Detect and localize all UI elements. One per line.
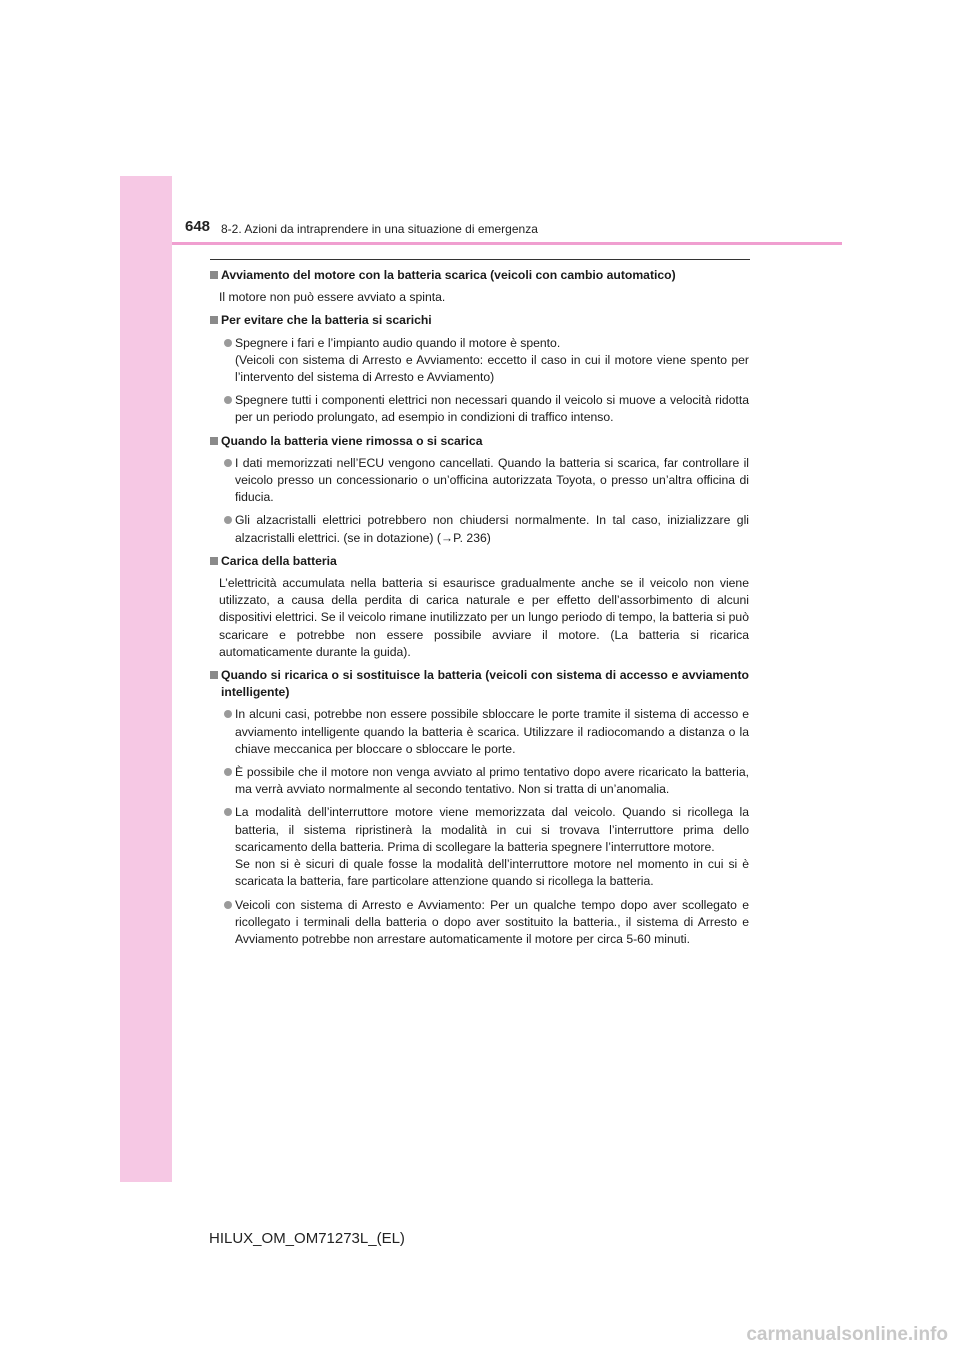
page-number: 648 (185, 218, 211, 235)
square-bullet-icon (210, 557, 218, 565)
list-item-text: La modalità dell’interruttore motore viene memorizzata dal veicolo. Quando si ricollega la batteria, il sistema ripristinerà la modalità in cui si trovava l’interruttore prima dello scaricamento della batteria. Prima di scollegare la batteria spegnere l’interruttore motore. Se non si è sicuri di quale fosse la modalità dell’interruttore motore nel momento in cui si è scaricata la batteria, fare particolare attenzione quando si ricollega la batteria. (235, 805, 749, 889)
square-bullet-icon (210, 271, 218, 279)
list-item-text: Veicoli con sistema di Arresto e Avviamento: Per un qualche tempo dopo aver scollegato e ricollegato i terminali della batteria o dopo aver sostituito la batteria., il sistema di Arresto e Avviamento potrebbe non arrestare automaticamente il motore per circa 5-60 minuti. (235, 897, 749, 946)
circle-bullet-icon (224, 396, 232, 404)
list-item (224, 512, 749, 546)
list-item-text: I dati memorizzati nell’ECU vengono cancellati. Quando la batteria si scarica, far controllare il veicolo presso un concessionario o un’officina autorizzata Toyota, o presso un’altra officina di fiducia. (235, 455, 749, 505)
square-bullet-icon (210, 316, 218, 324)
section-battery-charge (210, 553, 749, 661)
circle-bullet-icon (224, 459, 232, 467)
section-heading: Quando la batteria viene rimossa o si scarica (221, 433, 483, 448)
square-bullet-icon (210, 671, 218, 679)
list-item (224, 455, 749, 507)
list-item-text: Spegnere i fari e l’impianto audio quando il motore è spento. (Veicoli con sistema di Arresto e Avviamento: eccetto il caso in cui il motore viene spento per l’intervento del sistema di Arresto e Avviamento) (235, 335, 749, 385)
chapter-title: 8-2. Azioni da intraprendere in una situazione di emergenza (221, 222, 538, 236)
list-item (224, 706, 749, 758)
square-bullet-icon (210, 437, 218, 445)
list-item (224, 764, 749, 798)
list-item-text: Spegnere tutti i componenti elettrici non necessari quando il veicolo si muove a velocità ridotta per un periodo prolungato, ad esempio in condizioni di traffico intenso. (235, 393, 749, 425)
section-battery-removed (210, 433, 749, 547)
page-content (210, 267, 749, 954)
header-rule (172, 242, 842, 245)
section-heading: Quando si ricarica o si sostituisce la batteria (veicoli con sistema di accesso e avviamento intelligente) (221, 668, 749, 700)
section-prevent-discharge (210, 312, 749, 426)
circle-bullet-icon (224, 339, 232, 347)
document-code: HILUX_OM_OM71273L_(EL) (209, 1230, 405, 1247)
list-item (224, 897, 749, 949)
side-color-strip (120, 176, 172, 1182)
list-item (224, 335, 749, 387)
content-top-rule (210, 259, 750, 260)
circle-bullet-icon (224, 710, 232, 718)
circle-bullet-icon (224, 808, 232, 816)
list-item (224, 804, 749, 890)
section-heading: Avviamento del motore con la batteria scarica (veicoli con cambio automatico) (221, 268, 676, 282)
list-item-text: È possibile che il motore non venga avviato al primo tentativo dopo avere ricaricato la batteria, ma verrà avviato normalmente al secondo tentativo. Non si tratta di un’anomalia. (235, 765, 749, 797)
list-item (224, 392, 749, 426)
section-heading: Carica della batteria (221, 553, 337, 568)
circle-bullet-icon (224, 768, 232, 776)
section-recharge-replace (210, 667, 749, 948)
watermark: carmanualsonline.info (746, 1324, 948, 1345)
list-item-text: Gli alzacristalli elettrici potrebbero non chiudersi normalmente. In tal caso, inizializzare gli alzacristalli elettrici. (se in dotazione) (→P. 236) (235, 513, 749, 545)
section-paragraph: Il motore non può essere avviato a spinta. (219, 290, 446, 305)
circle-bullet-icon (224, 516, 232, 524)
section-engine-start (210, 267, 749, 306)
list-item-text: In alcuni casi, potrebbe non essere possibile sbloccare le porte tramite il sistema di accesso e avviamento intelligente quando la batteria è scarica. Utilizzare il radiocomando a distanza o la chiave meccanica per bloccare o sbloccare le porte. (235, 707, 749, 756)
section-paragraph: L’elettricità accumulata nella batteria si esaurisce gradualmente anche se il veicolo non viene utilizzato, a causa della perdita di carica naturale e per effetto dell’assorbimento di alcuni dispositivi elettrici. Se il veicolo rimane inutilizzato per un lungo periodo di tempo, la batteria si può scaricare e potrebbe non essere possibile avviare il motore. (La batteria si ricarica automaticamente durante la guida). (219, 576, 749, 659)
circle-bullet-icon (224, 901, 232, 909)
section-heading: Per evitare che la batteria si scarichi (221, 313, 432, 328)
